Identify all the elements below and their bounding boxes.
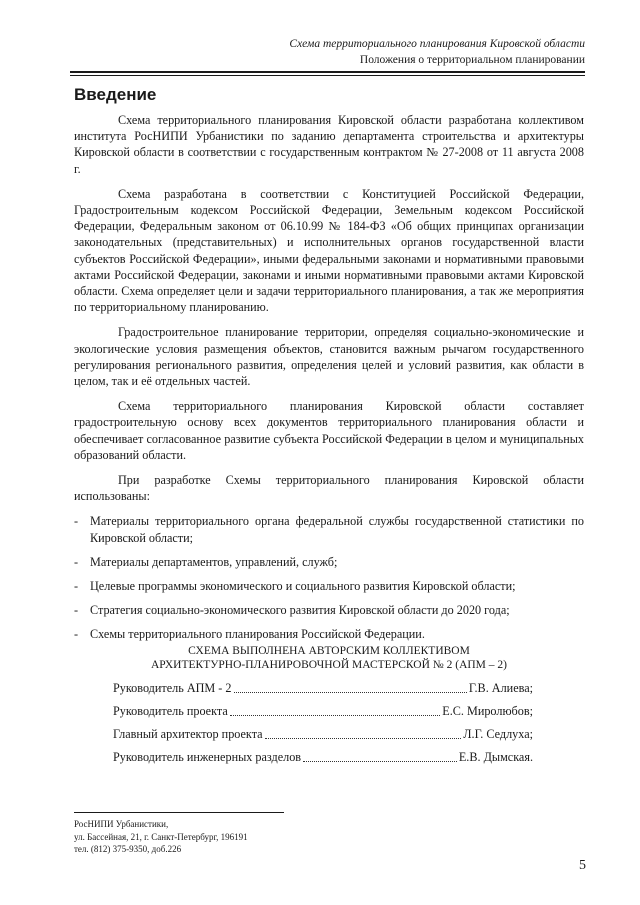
list-item-text: Стратегия социально-экономического развития Кировской области до 2020 года; — [90, 603, 510, 618]
page-number: 5 — [579, 858, 586, 873]
running-header-title: Схема территориального планирования Кировской области — [289, 38, 585, 50]
authors-heading-line1: СХЕМА ВЫПОЛНЕНА АВТОРСКИМ КОЛЛЕКТИВОМ — [188, 645, 470, 657]
signature-dots — [234, 691, 467, 693]
running-header-subtitle: Положения о территориальном планировании — [359, 54, 585, 66]
signature-name: Е.В. Дымская. — [458, 750, 533, 764]
body-text — [74, 112, 584, 651]
footer-phone: тел. (812) 375-9350, доб.226 — [74, 844, 182, 854]
paragraph-1: Схема территориального планирования Кировской области разработана коллективом института РосНИПИ Урбанистики по заданию департамента строительства и архитектуры Кировской области в соответствии с государственным контрактом № 27-2008 от 11 августа 2008 г. — [74, 113, 584, 176]
signature-name: Е.С. Миролюбов; — [442, 704, 533, 718]
list-marker: - — [74, 514, 79, 529]
paragraph-3: Градостроительное планирование территории, определяя социально-экономические и экологические условия размещения объектов, становится важным рычагом государственного регулирования регионального развития, определения целей и условий развития, как области в целом, так и её отдельных частей. — [74, 325, 584, 389]
footer-address: ул. Бассейная, 21, г. Санкт-Петербург, 196191 — [74, 832, 248, 842]
list-item — [74, 513, 584, 545]
signature-dots — [230, 714, 441, 716]
header-rule-thin — [70, 75, 585, 76]
signature-role: Руководитель инженерных разделов — [113, 750, 302, 764]
list-item-text: Целевые программы экономического и социального развития Кировской области; — [90, 579, 516, 594]
header-rule-thick — [70, 71, 585, 73]
signature-row — [113, 680, 533, 696]
footer-org: РосНИПИ Урбанистики, — [74, 819, 169, 829]
authors-heading-line2: АРХИТЕКТУРНО-ПЛАНИРОВОЧНОЙ МАСТЕРСКОЙ № 2 (АПМ – 2) — [150, 659, 507, 671]
signature-role: Руководитель АПМ - 2 — [113, 681, 232, 695]
sources-list — [74, 513, 584, 642]
signature-name: Л.Г. Седлуха; — [463, 727, 533, 741]
list-item — [74, 626, 584, 642]
signature-dots — [303, 760, 457, 762]
list-item-text: Схемы территориального планирования Российской Федерации. — [90, 627, 425, 642]
paragraph-5: При разработке Схемы территориального планирования Кировской области использованы: — [74, 473, 584, 504]
signature-role: Руководитель проекта — [113, 704, 228, 718]
list-marker: - — [74, 579, 79, 594]
list-item-text: Материалы территориального органа федеральной службы государственной статистики по Кировской области; — [90, 514, 584, 545]
section-title: Введение — [74, 85, 157, 104]
list-item — [74, 578, 584, 594]
signature-name: Г.В. Алиева; — [468, 681, 533, 695]
paragraph-2: Схема разработана в соответствии с Конституцией Российской Федерации, Градостроительным кодексом Российской Федерации, Земельным кодексом Российской Федерации, Федеральным законом от 06.10.99 № 184-ФЗ «Об общих принципах организации законодательных (представительных) и исполнительных органов государственной власти субъектов Российской Федерации», иными федеральными законами и нормативными правовыми актами Российской Федерации, законами и иными нормативными правовыми актами Кировской области. Схема определяет цели и задачи территориального планирования, а так же мероприятия по территориальному планированию. — [74, 186, 584, 315]
footer-rule — [74, 812, 284, 813]
list-marker: - — [74, 603, 79, 618]
list-item — [74, 602, 584, 618]
list-marker: - — [74, 554, 79, 569]
list-marker: - — [74, 627, 79, 642]
paragraph-4: Схема территориального планирования Кировской области составляет градостроительную основу всех документов территориального планирования области и обеспечивает согласованное развитие субъекта Российской Федерации в целом и муниципальных образований области. — [74, 399, 584, 462]
signature-row — [113, 726, 533, 742]
signature-row — [113, 703, 533, 719]
signature-role: Главный архитектор проекта — [113, 727, 263, 741]
list-item — [74, 554, 584, 570]
list-item-text: Материалы департаментов, управлений, служб; — [90, 554, 338, 569]
signature-row — [113, 749, 533, 765]
signature-dots — [265, 737, 462, 739]
